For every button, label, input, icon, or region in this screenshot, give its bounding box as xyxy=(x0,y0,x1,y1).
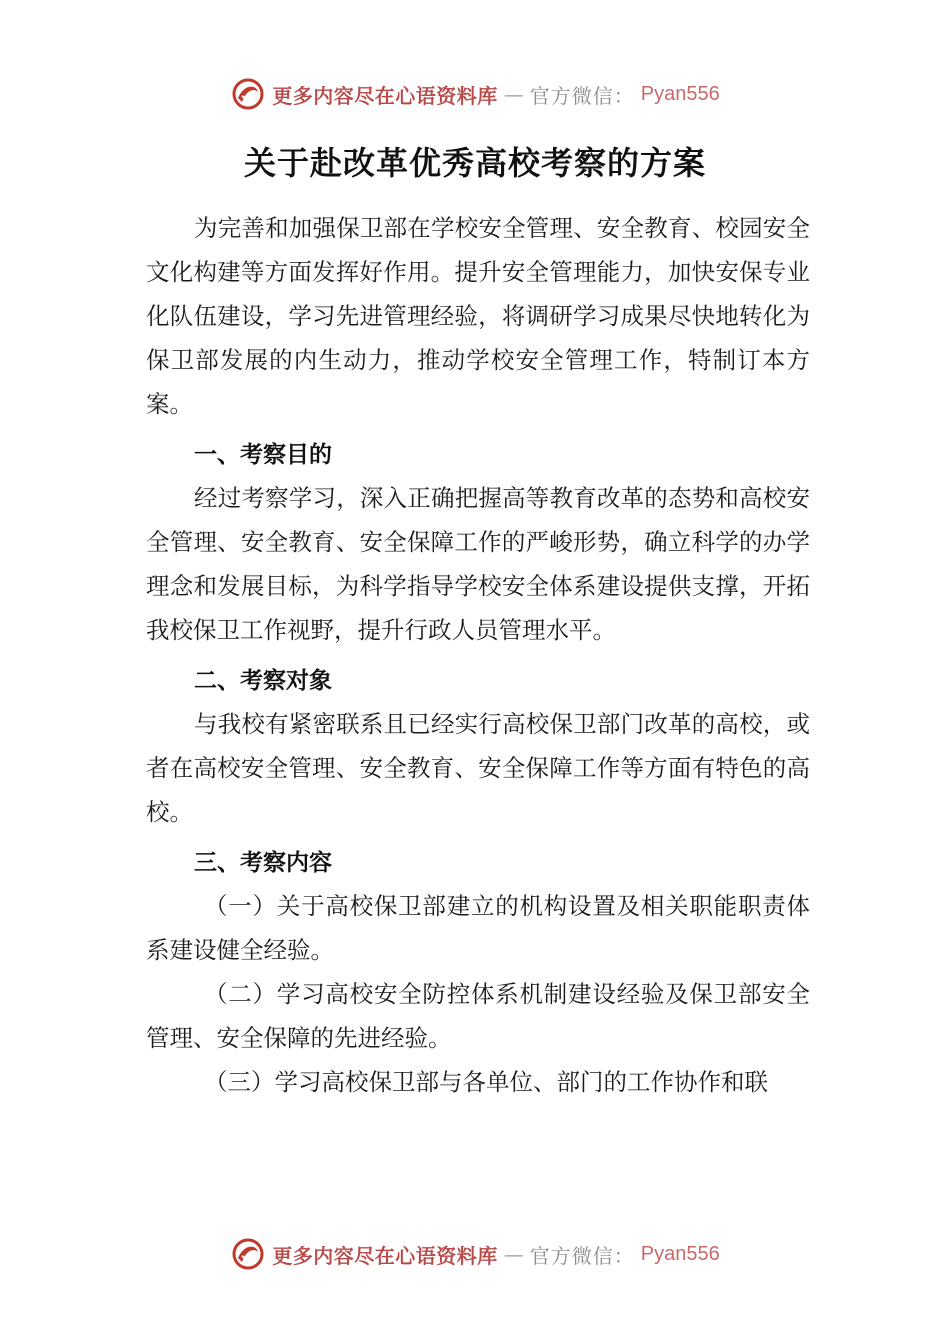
section-heading-purpose: 一、考察目的 xyxy=(194,442,332,468)
watermark-contact-label: 官方微信： xyxy=(529,1243,635,1268)
document-title: 关于赴改革优秀高校考察的方案 xyxy=(243,144,706,182)
watermark-site-name: 更多内容尽在心语资料库 xyxy=(272,1243,498,1268)
watermark-dash: — xyxy=(503,82,524,106)
watermark-dash: — xyxy=(503,1242,524,1266)
section-body-purpose: 经过考察学习，深入正确把握高等教育改革的态势和高校安全管理、安全教育、安全保障工作的严峻形势，确立科学的办学理念和发展目标，为科学指导学校安全体系建设提供支撑，开拓我校保卫工作视野，提升行政人员管理水平。 xyxy=(146,484,810,644)
watermark-wechat-id: Pyan556 xyxy=(640,82,720,105)
watermark-contact-label: 官方微信： xyxy=(529,83,635,108)
content-item-3: （三）学习高校保卫部与各单位、部门的工作协作和联 xyxy=(204,1068,768,1096)
header-watermark xyxy=(0,72,950,116)
footer-watermark xyxy=(0,1232,950,1276)
content-item-1: （一）关于高校保卫部建立的机构设置及相关职能职责体系建设健全经验。 xyxy=(146,892,810,964)
red-swirl-logo-icon xyxy=(230,1236,266,1272)
content-item-2: （二）学习高校安全防控体系机制建设经验及保卫部安全管理、安全保障的先进经验。 xyxy=(146,980,810,1052)
section-body-target: 与我校有紧密联系且已经实行高校保卫部门改革的高校，或者在高校安全管理、安全教育、安全保障工作等方面有特色的高校。 xyxy=(146,710,810,826)
red-swirl-logo-icon xyxy=(230,76,266,112)
intro-paragraph: 为完善和加强保卫部在学校安全管理、安全教育、校园安全文化构建等方面发挥好作用。提升安全管理能力，加快安保专业化队伍建设，学习先进管理经验，将调研学习成果尽快地转化为保卫部发展的内生动力，推动学校安全管理工作，特制订本方案。 xyxy=(146,214,810,418)
document-body xyxy=(146,206,810,1104)
section-heading-target: 二、考察对象 xyxy=(194,668,332,694)
watermark-wechat-id: Pyan556 xyxy=(640,1242,720,1265)
watermark-site-name: 更多内容尽在心语资料库 xyxy=(272,83,498,108)
section-heading-content: 三、考察内容 xyxy=(194,850,332,876)
